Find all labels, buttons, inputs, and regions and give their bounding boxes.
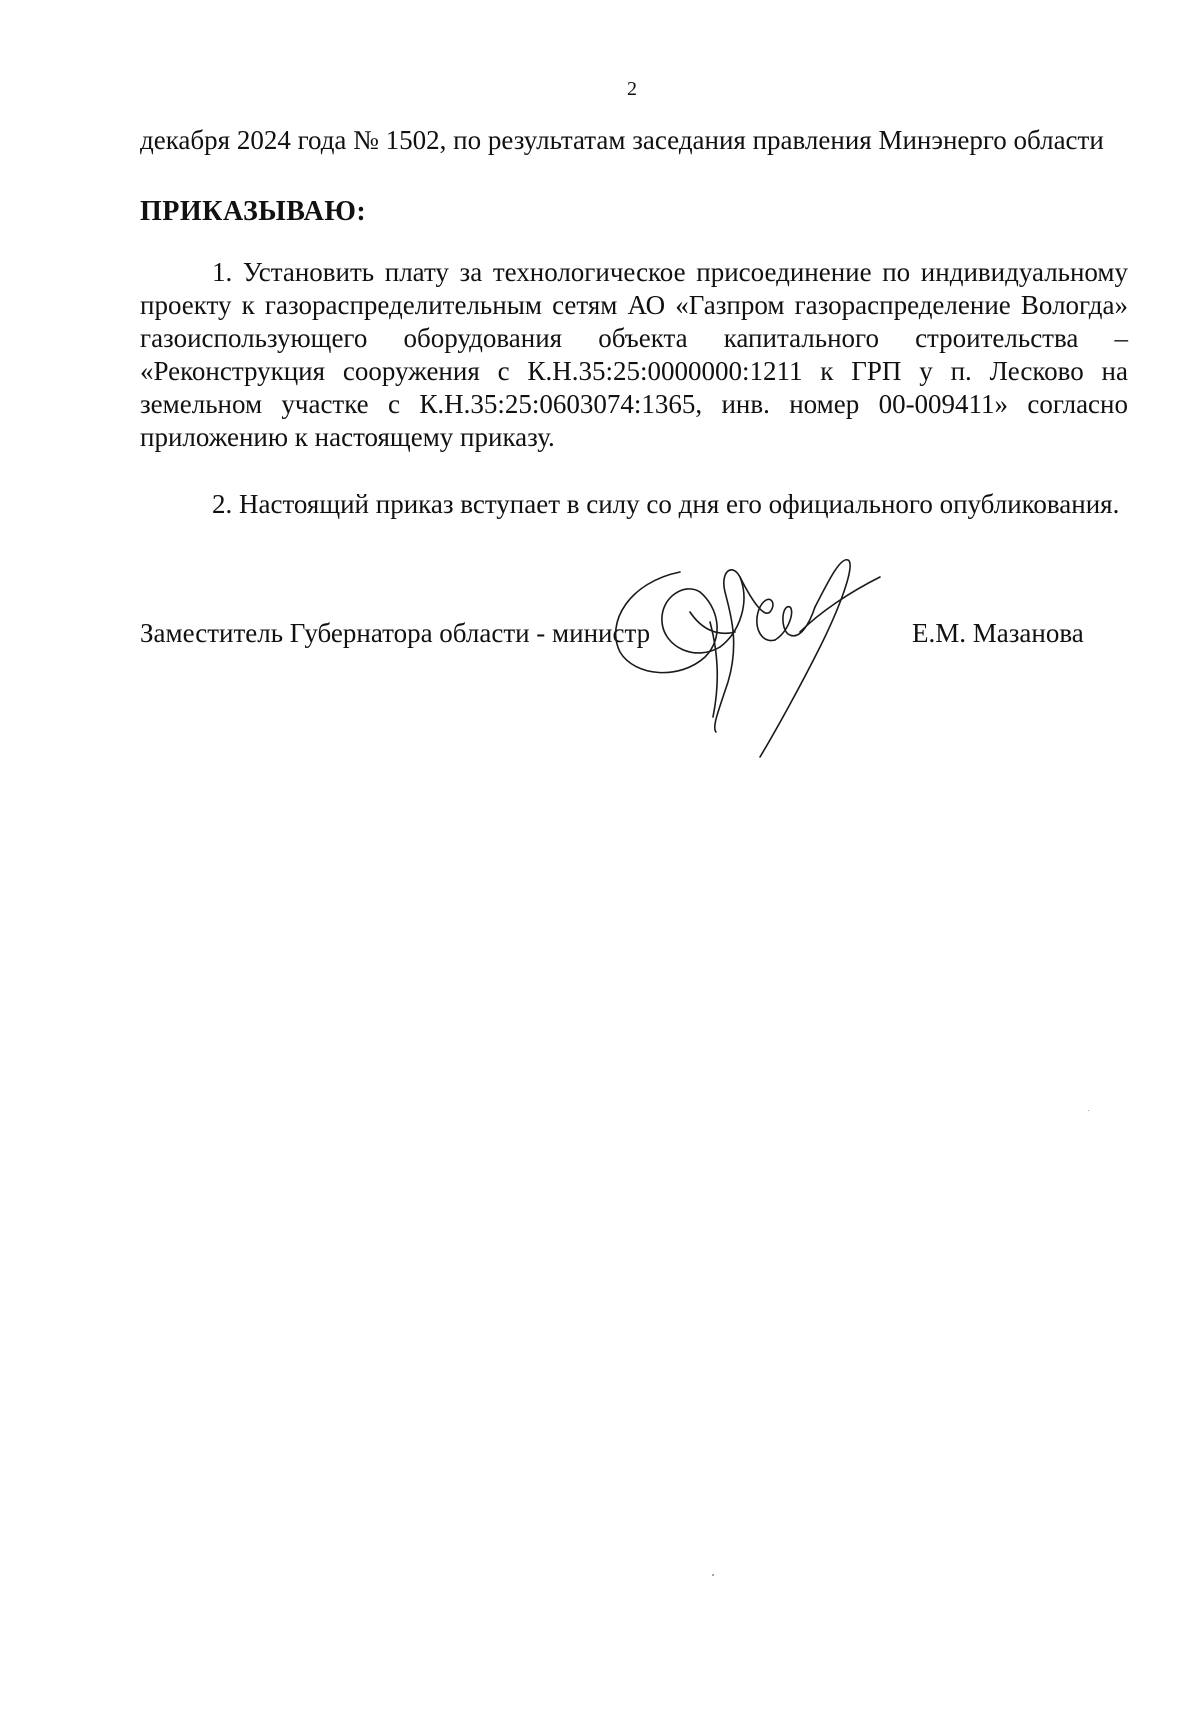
scan-speck (1088, 1110, 1089, 1111)
signer-title: Заместитель Губернатора области - министр (140, 618, 651, 648)
signer-name: Е.М. Мазанова (912, 618, 1084, 648)
page-number: 2 (627, 78, 637, 100)
order-paragraph-2: 2. Настоящий приказ вступает в силу со дня его официального опубликования. (212, 489, 1120, 519)
scan-speck (712, 1574, 714, 1576)
decree-heading: ПРИКАЗЫВАЮ: (140, 196, 367, 227)
handwritten-signature-icon (600, 552, 900, 764)
order-paragraph-1: 1. Установить плату за технологическое присоединение по индивидуальному проекту к газораспределительным сетям АО «Газпром газораспределение Вологда» газоиспользующего оборудования объекта капитального строительства – «Реконструкция сооружения с К.Н.35:25:0000000:1211 к ГРП у п. Лесково на земельном участке с К.Н.35:25:0603074:1365, инв. номер 00-009411» согласно приложению к настоящему приказу. (140, 257, 1128, 452)
intro-paragraph: декабря 2024 года № 1502, по результатам заседания правления Минэнерго области (140, 125, 1104, 155)
